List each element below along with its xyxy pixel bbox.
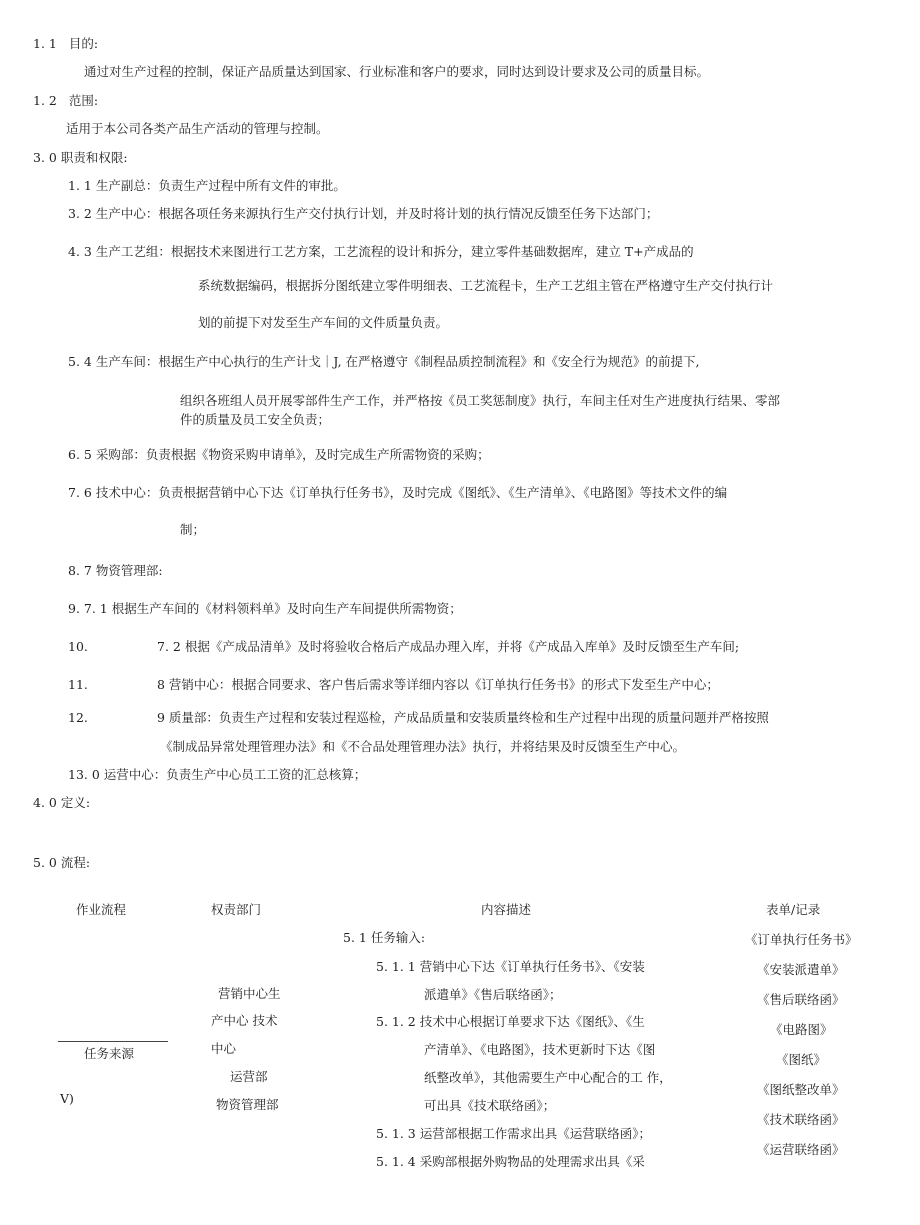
header-records: 表单/记录	[766, 902, 821, 917]
duty-quality-num: 12.	[68, 710, 88, 725]
content-line: 可出具《技术联络函》；	[424, 1098, 556, 1113]
scope-text: 适用于本公司各类产品生产活动的管理与控制。	[66, 121, 329, 136]
department-line: 物资管理部	[216, 1097, 279, 1112]
section-title: 范围:	[68, 93, 99, 108]
duty-workshop-line3: 件的质量及员工安全负责；	[180, 412, 331, 427]
content-line: 5. 1 任务输入:	[343, 930, 426, 945]
flow-box-task-source: 任务来源	[84, 1046, 135, 1061]
duty-materials-7-1: 9. 7. 1 根据生产车间的《材料领料单》及时向生产车间提供所需物资；	[68, 601, 462, 616]
flow-arrow: V)	[60, 1091, 74, 1106]
duty-workshop-line2: 组织各班组人员开展零部件生产工作，并严格按《员工奖惩制度》执行，车间主任对生产进度执行结果、零部	[180, 393, 781, 408]
record-item: 《售后联络函》	[757, 992, 845, 1007]
content-line: 纸整改单》，其他需要生产中心配合的工 作，	[424, 1070, 672, 1085]
purpose-text: 通过对生产过程的控制，保证产品质量达到国家、行业标准和客户的要求，同时达到设计要求及公司的质量目标。	[84, 64, 710, 79]
duty-process-group-line3: 划的前提下对发至生产车间的文件质量负责。	[198, 315, 449, 330]
duty-production-vp: 1. 1 生产副总：负责生产过程中所有文件的审批。	[68, 178, 346, 193]
duty-materials-7-2: 7. 2 根据《产成品清单》及时将验收合格后产成品办理入库，并将《产成品入库单》及时反馈至生产车间;	[157, 639, 740, 654]
section-number: 1. 2	[33, 93, 57, 108]
content-line: 5. 1. 2 技术中心根据订单要求下达《图纸》、《生	[376, 1014, 645, 1029]
record-item: 《安装派遣单》	[757, 962, 845, 977]
content-line: 5. 1. 4 采购部根据外购物品的处理需求出具《采	[376, 1154, 645, 1169]
content-line: 5. 1. 3 运营部根据工作需求出具《运营联络函》；	[376, 1126, 651, 1141]
flow-box-top-line	[58, 1041, 168, 1042]
duty-process-group-line2: 系统数据编码，根据拆分图纸建立零件明细表、工艺流程卡，生产工艺组主管在严格遵守生产交付执行计	[198, 278, 774, 293]
duty-operations-center: 13. 0 运营中心：负责生产中心员工工资的汇总核算；	[68, 767, 367, 782]
content-line: 产清单》、《电路图》，技术更新时下达《图	[424, 1042, 656, 1057]
record-item: 《图纸》	[776, 1052, 827, 1067]
header-workflow: 作业流程	[76, 902, 127, 917]
duty-marketing-num: 11.	[68, 677, 88, 692]
record-item: 《电路图》	[770, 1022, 833, 1037]
section-5-heading: 5. 0 流程:	[33, 855, 91, 870]
duty-tech-center-line2: 制；	[180, 522, 206, 537]
record-item: 《运营联络函》	[757, 1142, 845, 1157]
record-item: 《技术联络函》	[757, 1112, 845, 1127]
duty-tech-center-line1: 7. 6 技术中心：负责根据营销中心下达《订单执行任务书》，及时完成《图纸》、《生产清单》、《电路图》等技术文件的编	[68, 485, 728, 500]
section-title: 目的:	[68, 36, 99, 51]
header-department: 权责部门	[211, 902, 262, 917]
section-number: 1. 1	[33, 36, 57, 51]
section-1-1-heading	[33, 36, 98, 51]
duty-production-center: 3. 2 生产中心：根据各项任务来源执行生产交付执行计划，并及时将计划的执行情况反馈至任务下达部门；	[68, 206, 659, 221]
department-line: 运营部	[230, 1069, 268, 1084]
department-line: 营销中心生	[218, 986, 281, 1001]
department-line: 产中心 技术	[211, 1013, 278, 1028]
duty-quality-line1: 9 质量部：负责生产过程和安装过程巡检，产成品质量和安装质量终检和生产过程中出现的质量问题并严格按照	[157, 710, 769, 725]
content-line: 派遣单》《售后联络函》；	[424, 987, 562, 1002]
record-item: 《订单执行任务书》	[745, 932, 858, 947]
section-1-2-heading	[33, 93, 98, 108]
duty-purchasing: 6. 5 采购部：负责根据《物资采购申请单》，及时完成生产所需物资的采购；	[68, 447, 490, 462]
duty-quality-line2: 《制成品异常处理管理办法》和《不合品处理管理办法》执行，并将结果及时反馈至生产中心。	[160, 739, 686, 754]
section-3-heading: 3. 0 职责和权限:	[33, 150, 128, 165]
duty-process-group-line1: 4. 3 生产工艺组：根据技术来图进行工艺方案，工艺流程的设计和拆分，建立零件基础数据库，建立 T+产成品的	[68, 244, 694, 259]
duty-materials-7-2-num: 10.	[68, 639, 88, 654]
content-line: 5. 1. 1 营销中心下达《订单执行任务书》、《安装	[376, 959, 645, 974]
department-line: 中心	[211, 1041, 237, 1056]
section-4-heading: 4. 0 定义:	[33, 795, 91, 810]
duty-marketing: 8 营销中心：根据合同要求、客户售后需求等详细内容以《订单执行任务书》的形式下发至生产中心；	[157, 677, 719, 692]
duty-materials-dept: 8. 7 物资管理部:	[68, 563, 163, 578]
record-item: 《图纸整改单》	[757, 1082, 845, 1097]
header-content: 内容描述	[481, 902, 532, 917]
duty-workshop-line1: 5. 4 生产车间：根据生产中心执行的生产计戈｜J, 在严格遵守《制程品质控制流程》和《安全行为规范》的前提下,	[68, 354, 700, 369]
